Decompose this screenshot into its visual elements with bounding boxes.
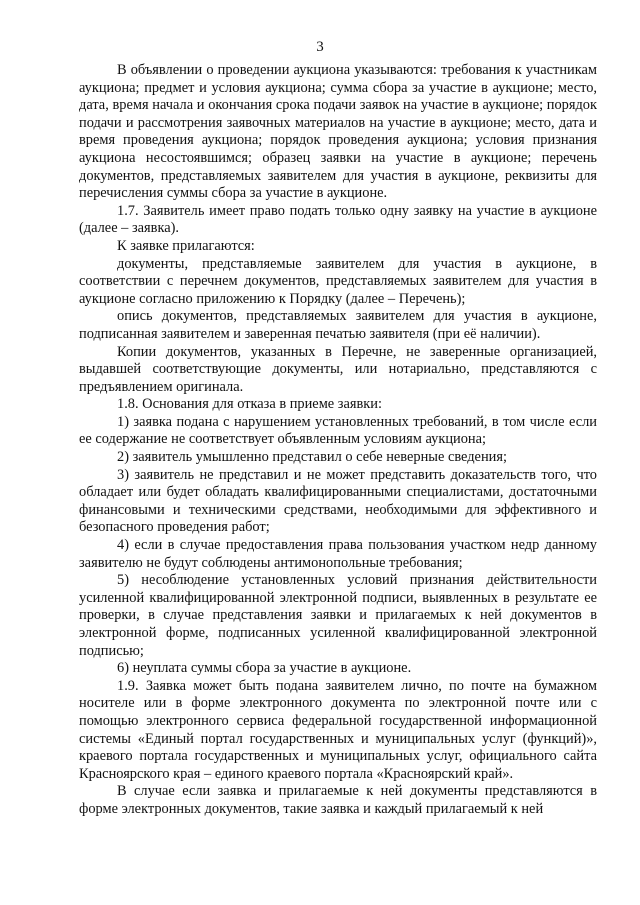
paragraph-1-7-single-application: 1.7. Заявитель имеет право подать только одну заявку на участие в аукционе (далее – заявка). xyxy=(79,202,597,237)
list-item-refusal-5: 5) несоблюдение установленных условий признания действительности усиленной квалифицированной электронной подписи, выявленных в результате ее проверки, в случае представления заявки и прилагаемых к ней документов в электронной форме, подписанных усиленной квалифицированной электронной подписью; xyxy=(79,572,597,659)
paragraph-1-8-refusal-grounds: 1.8. Основания для отказа в приеме заявки: xyxy=(117,396,382,413)
paragraph-copies: Копии документов, указанных в Перечне, не заверенные организацией, выдавшей соответствующие документы, или нотариально, представляются с предъявлением оригинала. xyxy=(79,343,597,395)
list-item-refusal-2: 2) заявитель умышленно представил о себе неверные сведения; xyxy=(117,449,507,466)
paragraph-attachments-intro: К заявке прилагаются: xyxy=(117,237,255,254)
list-item-refusal-3: 3) заявитель не представил и не может представить доказательств того, что обладает или будет обладать квалифицированными специалистами, достаточными финансовыми и техническими средствами, необходимыми для эффективного и безопасного проведения работ; xyxy=(79,466,597,536)
paragraph-inventory: опись документов, представляемых заявителем для участия в аукционе, подписанная заявителем и заверенная печатью заявителя (при её наличии). xyxy=(79,308,597,342)
paragraph-electronic-documents: В случае если заявка и прилагаемые к ней документы представляются в форме электронных документов, такие заявка и каждый прилагаемый к ней xyxy=(79,783,597,817)
page-number: 3 xyxy=(316,39,324,55)
paragraph-auction-announcement: В объявлении о проведении аукциона указываются: требования к участникам аукциона; предмет и условия аукциона; сумма сбора за участие в аукционе; место, дата, время начала и окончания срока подачи заявок на участие в аукционе; порядок подачи и рассмотрения заявочных материалов на участие в аукционе; место, дата и время проведения аукциона; порядок проведения аукциона; условия признания аукциона несостоявшимся; образец заявки на участие в аукционе; перечень документов, представляемых заявителем для участия в аукционе, реквизиты для перечисления суммы сбора за участие в аукционе. xyxy=(79,62,597,202)
paragraph-1-9-submission: 1.9. Заявка может быть подана заявителем лично, по почте на бумажном носителе или в форме электронного документа по электронной почте или с помощью электронного сервиса федеральной государственной информационной системы «Единый портал государственных и муниципальных услуг (функций)», краевого портала государственных и муниципальных услуг, официального сайта Красноярского края – единого краевого портала «Красноярский край». xyxy=(79,677,597,782)
list-item-refusal-6: 6) неуплата суммы сбора за участие в аукционе. xyxy=(117,660,412,677)
list-item-refusal-1: 1) заявка подана с нарушением установленных требований, в том числе если ее содержание не соответствует объявленным условиям аукциона; xyxy=(79,413,597,448)
paragraph-documents-list: документы, представляемые заявителем для участия в аукционе, в соответствии с перечнем документов, представляемых заявителем для участия в аукционе согласно приложению к Порядку (далее – Перечень); xyxy=(79,255,597,307)
list-item-refusal-4: 4) если в случае предоставления права пользования участком недр данному заявителю не будут соблюдены антимонопольные требования; xyxy=(79,537,597,571)
document-body xyxy=(79,62,597,819)
